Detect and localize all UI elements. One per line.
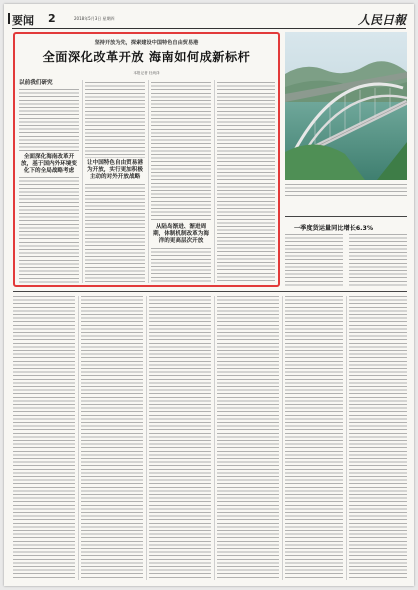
issue-date: 2018年5月3日 星期四 bbox=[74, 16, 115, 21]
body-text-block bbox=[349, 234, 407, 286]
body-text-block bbox=[81, 296, 143, 580]
section-rule bbox=[13, 291, 407, 292]
subhead-4: 从陆岛渐进、渐进周期，体制机制改革为海洋的更高层次开放 bbox=[153, 224, 209, 244]
article-byline: 本报记者 杜尚泽 bbox=[133, 71, 160, 75]
column-divider bbox=[82, 80, 83, 283]
body-text-block bbox=[151, 82, 211, 220]
body-text-block bbox=[285, 296, 343, 580]
article-headline: 全面深化改革开放 海南如何成新标杆 bbox=[42, 50, 251, 64]
bridge-photo bbox=[285, 32, 407, 180]
body-text-block bbox=[349, 296, 407, 580]
subhead-2: 全面深化海南改革开放，基于国内外环境变化下的全局战略考虑 bbox=[21, 154, 77, 174]
column-divider bbox=[214, 296, 215, 580]
body-text-block bbox=[19, 177, 79, 283]
column-divider bbox=[78, 296, 79, 580]
page-number: 2 bbox=[48, 12, 56, 25]
column-divider bbox=[282, 296, 283, 580]
body-text-block bbox=[85, 82, 145, 158]
body-text-block bbox=[151, 248, 211, 283]
sidebar-headline: 一季度货运量同比增长6.3% bbox=[294, 225, 374, 232]
body-text-block bbox=[149, 296, 211, 580]
body-text-block bbox=[85, 184, 145, 283]
article-kicker: 坚持开放为先，探索建设中国特色自由贸易港 bbox=[94, 40, 199, 46]
masthead-logo: 人民日報 bbox=[357, 13, 406, 27]
newspaper-page bbox=[4, 4, 414, 586]
column-divider bbox=[346, 296, 347, 580]
body-text-block bbox=[217, 296, 279, 580]
column-divider bbox=[148, 80, 149, 283]
body-text-block bbox=[285, 234, 343, 286]
page-header bbox=[12, 12, 406, 29]
subhead-1: 以前我们研究 bbox=[19, 80, 53, 86]
subhead-3: 让中国特色自由贸易港为开放，实行更加积极主动的对外开放战略 bbox=[87, 160, 143, 180]
body-text-block bbox=[19, 89, 79, 151]
photo-caption bbox=[285, 182, 407, 200]
body-text-block bbox=[217, 82, 275, 283]
column-divider bbox=[146, 296, 147, 580]
column-divider bbox=[214, 80, 215, 283]
bridge-illustration bbox=[285, 32, 407, 180]
section-label: 要闻 bbox=[12, 14, 34, 27]
sidebar-top-rule bbox=[285, 216, 407, 217]
caption-text-block bbox=[285, 184, 407, 198]
body-text-block bbox=[13, 296, 75, 580]
highlighted-article[interactable] bbox=[13, 32, 280, 287]
